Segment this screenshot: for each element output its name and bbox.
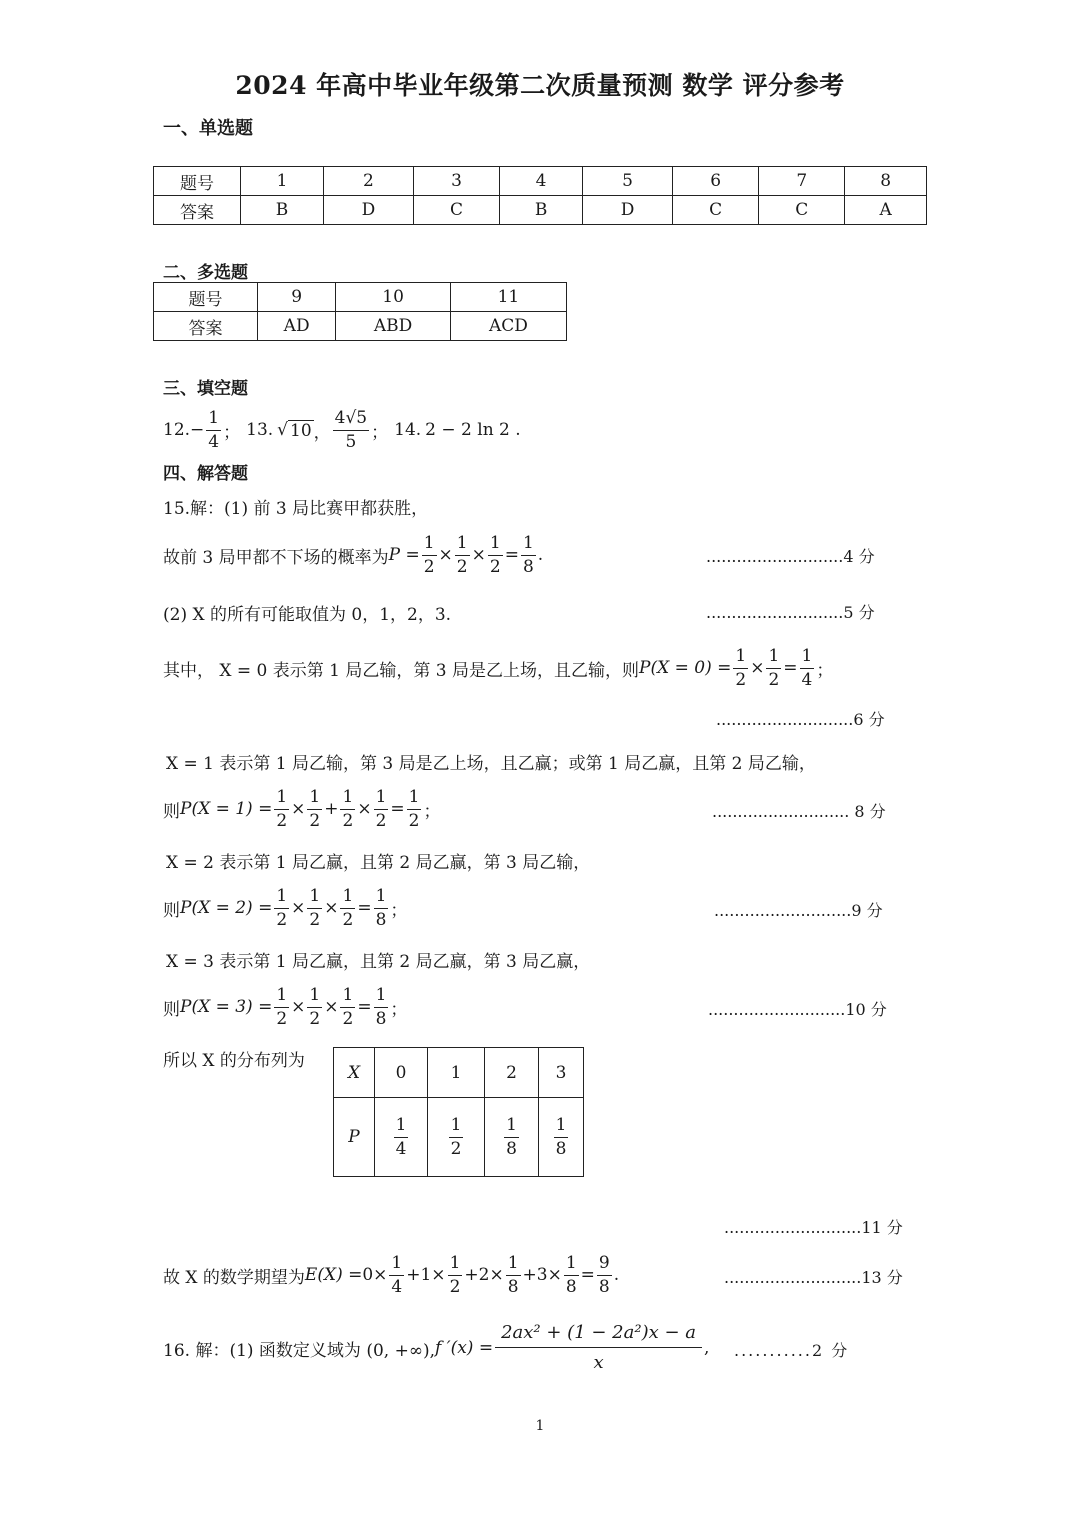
q13-comma: ， (313, 422, 331, 443)
score-2: ...........2 分 (734, 1341, 850, 1360)
punct: . (613, 1265, 620, 1285)
text: 则 (163, 999, 180, 1020)
q12-fraction (206, 407, 221, 452)
table-cell: 0 (375, 1048, 428, 1098)
punct: . (537, 545, 544, 565)
table-cell: $\frac{1}{4}$ (375, 1098, 428, 1177)
section-multi-choice: 二、多选题 (163, 263, 248, 283)
table-cell: $\frac{1}{8}$ (485, 1098, 539, 1177)
text: 16. 解：(1) 函数定义域为 (0, +∞), (163, 1340, 436, 1361)
q14-answer: 2 − 2 ln 2 . (425, 420, 521, 440)
math-expr: P = (388, 545, 420, 565)
q15-line-7: X = 2 表示第 1 局乙赢，且第 2 局乙赢，第 3 局乙输， (166, 853, 591, 873)
text: 则 (163, 900, 180, 921)
q15-line-5: X = 1 表示第 1 局乙输，第 3 局是乙上场，且乙赢；或第 1 局乙赢，且第 2 局乙输， (166, 754, 816, 774)
single-choice-table (153, 166, 927, 225)
table-cell: C (759, 196, 845, 225)
table-cell: P (334, 1098, 375, 1177)
score-10: ...........................10 分 (708, 1000, 887, 1019)
table-cell: 答案 (154, 312, 258, 341)
punct: ； (390, 900, 408, 921)
score-4: ...........................4 分 (706, 547, 875, 566)
q15-line-2: 故前 3 局甲都不下场的概率为 P = $\frac{1}{2}$ × $\frac{1}{2}$ × $\frac{1}{2}$ = $\frac{1}{8}$ . (163, 532, 544, 577)
frac-denominator: 5 (345, 431, 357, 452)
q15-line-10: 则 P(X = 3) = $\frac{1}{2}$ × $\frac{1}{2}$ × $\frac{1}{2}$ = $\frac{1}{8}$ ； (163, 984, 408, 1029)
page-number: 1 (535, 1418, 545, 1434)
multi-choice-table (153, 282, 567, 341)
q13-separator: ； (371, 422, 389, 443)
q16-line-1 (163, 1320, 709, 1376)
table-row (334, 1098, 584, 1177)
q15-line-9: X = 3 表示第 1 局乙赢，且第 2 局乙赢，第 3 局乙赢， (166, 952, 591, 972)
q13-fraction (333, 407, 369, 452)
q15-line-8: 则 P(X = 2) = $\frac{1}{2}$ × $\frac{1}{2}$ × $\frac{1}{2}$ = $\frac{1}{8}$ ； (163, 885, 408, 930)
q12-label: 12. (163, 420, 191, 440)
frac-denominator: x (593, 1352, 604, 1373)
math-expr: P(X = 1) = (180, 799, 273, 819)
table-cell: C (673, 196, 759, 225)
punct: ； (423, 801, 441, 822)
math-expr: P(X = 2) = (180, 898, 273, 918)
table-cell: D (583, 196, 673, 225)
q12-sign: − (190, 420, 205, 440)
table-cell: 7 (759, 167, 845, 196)
q15-line-6: 则 P(X = 1) = $\frac{1}{2}$ × $\frac{1}{2}$ + $\frac{1}{2}$ × $\frac{1}{2}$ = $\frac{1}{2}$ ； (163, 786, 441, 831)
sqrt-sign: √ (277, 420, 289, 440)
score-5: ...........................5 分 (706, 603, 875, 622)
table-cell: C (413, 196, 499, 225)
text: 其中， X = 0 表示第 1 局乙输，第 3 局是乙上场，且乙输，则 (163, 660, 640, 681)
table-cell: B (241, 196, 324, 225)
distribution-label: 所以 X 的分布列为 (163, 1051, 305, 1071)
table-row (154, 196, 927, 225)
table-cell: $\frac{1}{8}$ (539, 1098, 584, 1177)
table-cell: $\frac{1}{2}$ (428, 1098, 485, 1177)
q15-line-11: 故 X 的数学期望为 E(X) = 0× $\frac{1}{4}$ +1× $\frac{1}{2}$ +2× $\frac{1}{8}$ +3× $\frac{1}{8}$ = $\frac{9}{8}$ . (163, 1252, 620, 1297)
derivative-fraction (495, 1324, 702, 1372)
table-cell: 3 (539, 1048, 584, 1098)
table-cell: 8 (845, 167, 927, 196)
table-cell: 题号 (154, 283, 258, 312)
section-single-choice: 一、单选题 (163, 118, 253, 139)
score-6: ...........................6 分 (716, 710, 885, 729)
table-cell: 3 (413, 167, 499, 196)
math-expr: P(X = 3) = (180, 997, 273, 1017)
table-cell: 答案 (154, 196, 241, 225)
table-cell: X (334, 1048, 375, 1098)
table-cell: 题号 (154, 167, 241, 196)
score-9: ...........................9 分 (714, 901, 883, 920)
table-cell: 1 (428, 1048, 485, 1098)
table-cell: AD (258, 312, 336, 341)
q15-line-3: (2) X 的所有可能取值为 0，1，2，3. (163, 605, 452, 625)
table-cell: 4 (500, 167, 583, 196)
punct: , (704, 1338, 710, 1358)
table-cell: 1 (241, 167, 324, 196)
frac-denominator: 4 (208, 431, 220, 452)
table-row (154, 167, 927, 196)
table-cell: 5 (583, 167, 673, 196)
math-expr: E(X) = (304, 1265, 363, 1285)
table-cell: B (500, 196, 583, 225)
table-row (154, 312, 567, 341)
table-cell: 2 (323, 167, 413, 196)
text: 故前 3 局甲都不下场的概率为 (163, 547, 389, 568)
table-cell: D (323, 196, 413, 225)
text: 故 X 的数学期望为 (163, 1267, 305, 1288)
q15-line-1: 15.解：(1) 前 3 局比赛甲都获胜， (163, 499, 429, 519)
section-solutions: 四、解答题 (163, 464, 248, 484)
q13-label: 13. (246, 420, 274, 440)
table-row (334, 1048, 584, 1098)
frac-numerator: 2ax² + (1 − 2a²)x − a (495, 1324, 702, 1348)
table-cell: 10 (336, 283, 451, 312)
punct: ； (816, 660, 834, 681)
q13-radicand: 10 (290, 420, 312, 441)
table-cell: 2 (485, 1048, 539, 1098)
table-cell: 11 (450, 283, 566, 312)
score-8: ........................... 8 分 (712, 802, 886, 821)
table-cell: 9 (258, 283, 336, 312)
math-expr: P(X = 0) = (639, 658, 732, 678)
q15-line-4: 其中， X = 0 表示第 1 局乙输，第 3 局是乙上场，且乙输，则 P(X = 0) = $\frac{1}{2}$ × $\frac{1}{2}$ = $\frac{1}{4}$ ； (163, 645, 834, 690)
table-cell: 6 (673, 167, 759, 196)
frac-numerator: 4√5 (333, 410, 369, 431)
score-13: ...........................13 分 (724, 1268, 903, 1287)
distribution-table (333, 1047, 584, 1177)
q14-label: 14. (394, 420, 422, 440)
text: 则 (163, 801, 180, 822)
table-cell: ACD (450, 312, 566, 341)
math-expr: f ′(x) = (435, 1338, 494, 1358)
q12-separator: ； (223, 422, 241, 443)
fill-answers-line (163, 402, 521, 458)
score-11: ...........................11 分 (724, 1218, 903, 1237)
frac-numerator: 1 (206, 410, 221, 431)
page-title: 2024 年高中毕业年级第二次质量预测 数学 评分参考 (235, 71, 845, 100)
section-fill-blank: 三、填空题 (163, 379, 248, 399)
table-cell: ABD (336, 312, 451, 341)
table-cell: A (845, 196, 927, 225)
table-row (154, 283, 567, 312)
punct: ； (390, 999, 408, 1020)
